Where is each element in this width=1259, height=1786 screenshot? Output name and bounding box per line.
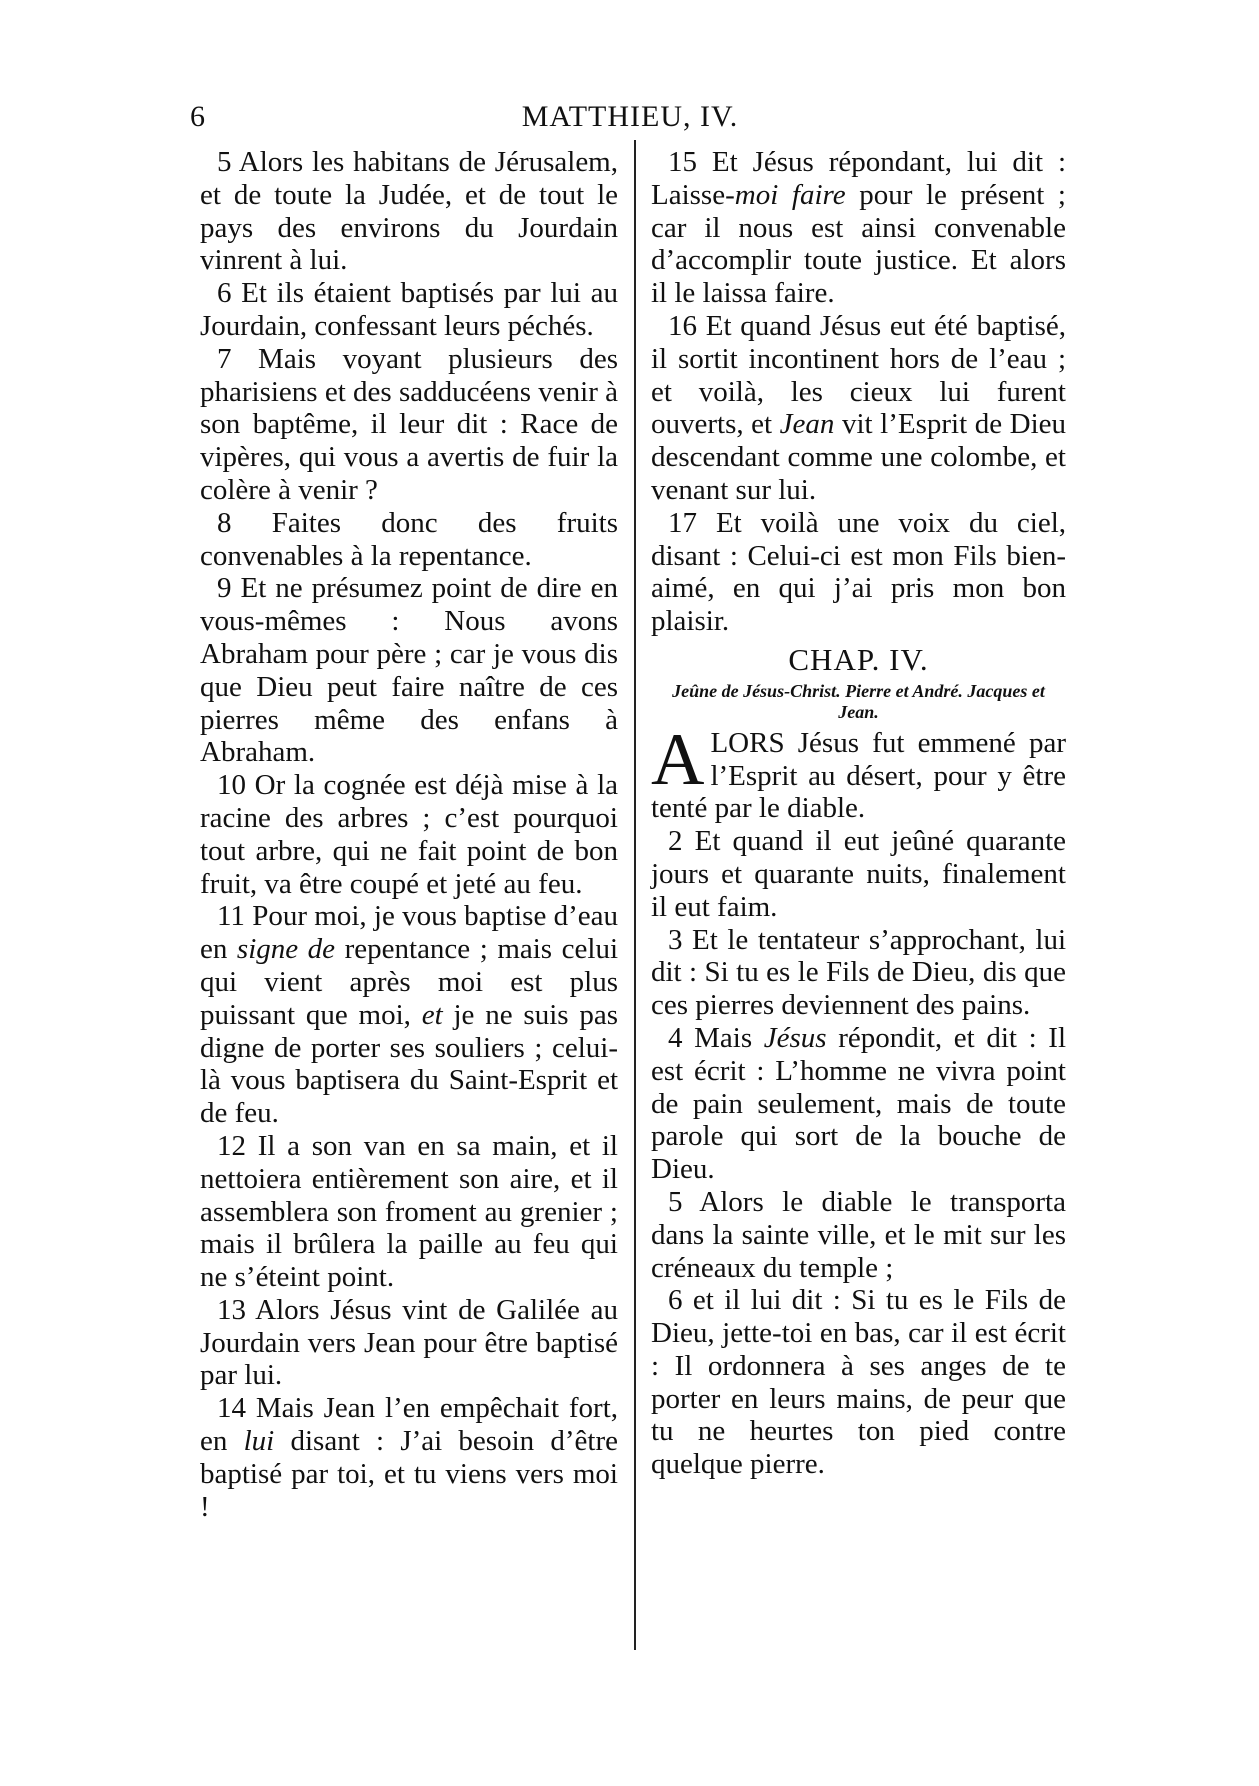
verse: 5 Alors le diable le transporta dans la sainte ville, et le mit sur les créneaux du temple ; bbox=[651, 1185, 1066, 1284]
verse: 14 Mais Jean l’en empêchait fort, en lui disant : J’ai besoin d’être baptisé par toi, et tu viens vers moi ! bbox=[200, 1392, 619, 1523]
drop-cap: A bbox=[651, 718, 705, 801]
right-column bbox=[651, 146, 1066, 1481]
verse: 6 et il lui dit : Si tu es le Fils de Dieu, jette-toi en bas, car il est écrit : Il ordonnera à ses anges de te porter en leurs mains, de peur que tu ne heurtes ton pied contre quelque pierre. bbox=[651, 1284, 1066, 1481]
column-divider bbox=[634, 140, 636, 1650]
verse: 15 Et Jésus répondant, lui dit : Laisse-moi faire pour le présent ; car il nous est ainsi convenable d’accomplir toute justice. Et alors il le laissa faire. bbox=[651, 146, 1066, 310]
page-header bbox=[190, 100, 1070, 144]
verse: 10 Or la cognée est déjà mise à la racine des arbres ; c’est pourquoi tout arbre, qui ne fait point de bon fruit, va être coupé et jeté au feu. bbox=[200, 769, 619, 900]
verse: 16 Et quand Jésus eut été baptisé, il sortit incontinent hors de l’eau ; et voilà, les cieux lui furent ouverts, et Jean vit l’Esprit de Dieu descendant comme une colombe, et venant sur lui. bbox=[651, 309, 1066, 506]
verse: 8 Faites donc des fruits convenables à la repentance. bbox=[200, 506, 619, 572]
verse: 12 Il a son van en sa main, et il nettoiera entièrement son aire, et il assemblera son froment au grenier ; mais il brûlera la paille au feu qui ne s’éteint point. bbox=[200, 1129, 618, 1294]
running-title: MATTHIEU, IV. bbox=[521, 100, 739, 133]
chapter-opening-verse: ALORS Jésus fut emmené par l’Esprit au désert, pour y être tenté par le diable. bbox=[651, 718, 1066, 825]
chapter-summary: Jeûne de Jésus-Christ. Pierre et André. Jacques et Jean. bbox=[672, 680, 1045, 722]
verse: 13 Alors Jésus vint de Galilée au Jourdain vers Jean pour être baptisé par lui. bbox=[200, 1293, 618, 1392]
verse: 11 Pour moi, je vous baptise d’eau en signe de repentance ; mais celui qui vient après moi est plus puissant que moi, et je ne suis pas digne de porter ses souliers ; celui-là vous baptisera du Saint-Esprit et de feu. bbox=[200, 900, 618, 1130]
verse: 7 Mais voyant plusieurs des pharisiens et des sadducéens venir à son baptême, il leur dit : Race de vipères, qui vous a avertis de fuir la colère à venir ? bbox=[200, 342, 618, 506]
left-column bbox=[200, 146, 618, 1523]
chapter-heading: CHAP. IV. bbox=[788, 641, 929, 677]
verse: 4 Mais Jésus répondit, et dit : Il est écrit : L’homme ne vivra point de pain seulement, mais de toute parole qui sort de la bouche de Dieu. bbox=[651, 1021, 1066, 1186]
page-number: 6 bbox=[190, 100, 205, 133]
verse: 5 Alors les habitans de Jérusalem, et de toute la Judée, et de tout le pays des environs du Jourdain vinrent à lui. bbox=[200, 146, 618, 277]
verse: 9 Et ne présumez point de dire en vous-mêmes : Nous avons Abraham pour père ; car je vous dis que Dieu peut faire naître de ces pierres même des enfans à Abraham. bbox=[200, 572, 619, 769]
verse: 2 Et quand il eut jeûné quarante jours et quarante nuits, finalement il eut faim. bbox=[651, 825, 1067, 923]
verse: 17 Et voilà une voix du ciel, disant : Celui-ci est mon Fils bien-aimé, en qui j’ai pris mon bon plaisir. bbox=[651, 506, 1066, 638]
verse: 3 Et le tentateur s’approchant, lui dit : Si tu es le Fils de Dieu, dis que ces pierres deviennent des pains. bbox=[651, 923, 1067, 1022]
verse: 6 Et ils étaient baptisés par lui au Jourdain, confessant leurs péchés. bbox=[200, 277, 618, 342]
